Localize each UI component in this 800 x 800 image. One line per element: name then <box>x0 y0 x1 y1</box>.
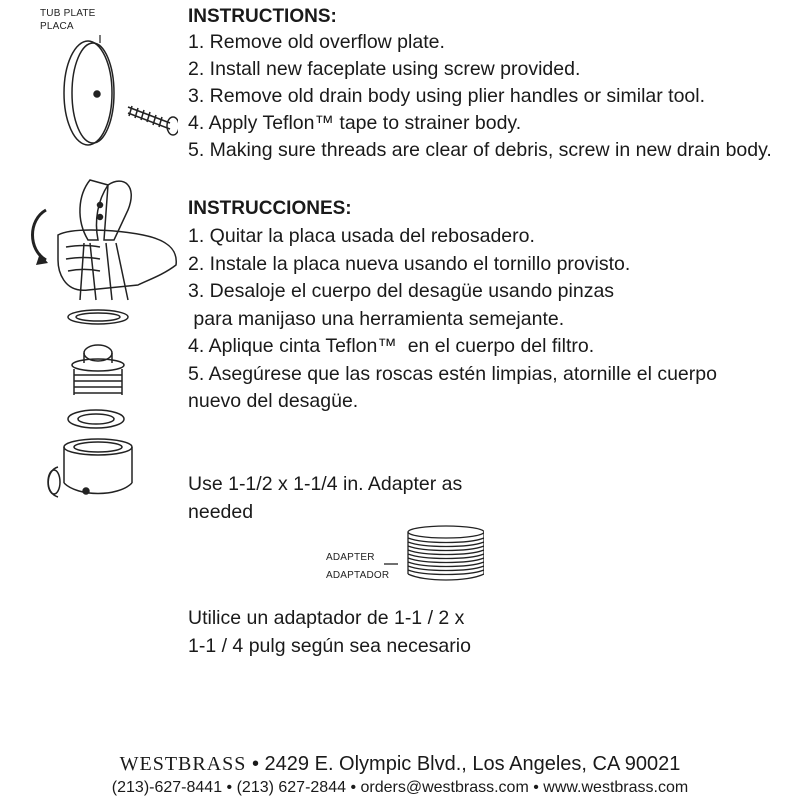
pliers-icon <box>80 180 131 300</box>
footer-contact-line: (213)-627-8441 • (213) 627-2844 • orders@westbrass.com • www.westbrass.com <box>111 779 689 796</box>
footer-address: • 2429 E. Olympic Blvd., Los Angeles, CA 90021 <box>246 753 681 775</box>
drain-flange-icon <box>68 310 128 324</box>
adapter-label: ADAPTER <box>326 552 375 563</box>
instruccion-step-4: 4. Aplique cinta Teflon™ en el cuerpo del filtro. <box>188 335 595 357</box>
brand-name: WESTBRASS <box>119 753 247 775</box>
adapter-icon <box>384 524 484 584</box>
adapter-note-es-line-1: Utilice un adaptador de 1-1 / 2 x <box>188 607 465 629</box>
drain-shoe-icon <box>48 439 132 497</box>
rotate-arrow-icon <box>33 210 47 260</box>
instruccion-step-1: 1. Quitar la placa usada del rebosadero. <box>188 225 535 247</box>
instruction-step-4: 4. Apply Teflon™ tape to strainer body. <box>188 112 522 134</box>
instruccion-step-5-continued: nuevo del desagüe. <box>188 390 359 412</box>
instructions-heading: INSTRUCTIONS: <box>188 6 337 27</box>
washer-icon <box>68 410 124 428</box>
tub-plate-label: TUB PLATE <box>40 8 96 19</box>
instruccion-step-2: 2. Instale la placa nueva usando el tornillo provisto. <box>188 253 631 275</box>
placa-label: PLACA <box>40 21 74 32</box>
adapter-note-es-line-2: 1-1 / 4 pulg según sea necesario <box>188 635 471 657</box>
instruction-step-5: 5. Making sure threads are clear of debris, screw in new drain body. <box>188 139 772 161</box>
instruction-step-3: 3. Remove old drain body using plier handles or similar tool. <box>188 85 706 107</box>
instruccion-step-3: 3. Desaloje el cuerpo del desagüe usando pinzas <box>188 280 615 302</box>
instruction-step-1: 1. Remove old overflow plate. <box>188 31 445 53</box>
instruction-step-2: 2. Install new faceplate using screw provided. <box>188 58 581 80</box>
footer-address-line <box>0 752 800 776</box>
screw-icon <box>128 106 178 135</box>
adapter-note-en-line-1: Use 1-1/2 x 1-1/4 in. Adapter as <box>188 473 463 495</box>
strainer-body-icon <box>72 345 124 395</box>
tub-plate-icon <box>64 41 114 145</box>
drain-installation-illustration <box>18 35 178 515</box>
instruccion-step-5: 5. Asegúrese que las roscas estén limpias, atornille el cuerpo <box>188 363 717 385</box>
instrucciones-heading: INSTRUCCIONES: <box>188 198 352 219</box>
adapter-note-en-line-2: needed <box>188 501 254 523</box>
adaptador-label: ADAPTADOR <box>326 570 390 581</box>
hand-icon <box>58 230 176 290</box>
instruccion-step-3-continued: para manijaso una herramienta semejante. <box>188 308 565 330</box>
